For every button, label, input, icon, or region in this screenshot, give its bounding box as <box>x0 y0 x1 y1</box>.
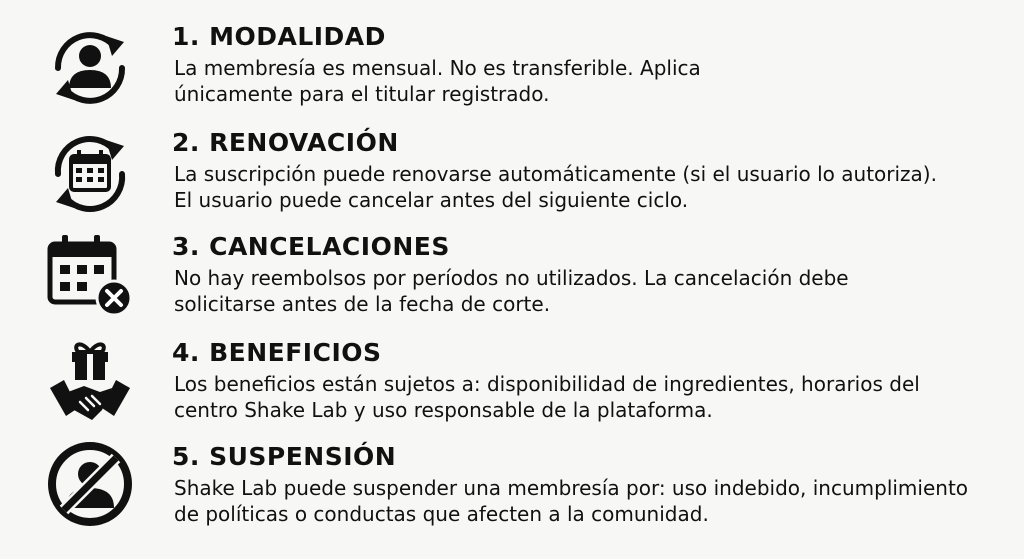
section-body <box>174 55 994 107</box>
section-body <box>174 161 994 213</box>
user-refresh-icon <box>44 22 136 114</box>
section-body <box>174 475 994 527</box>
calendar-cancel-icon <box>44 232 136 324</box>
section-text-line: Shake Lab puede suspender una membresía por: uso indebido, incumplimiento <box>174 476 969 500</box>
section-text-line: centro Shake Lab y uso responsable de la plataforma. <box>174 398 713 422</box>
user-prohibited-icon <box>44 438 136 530</box>
section-text-line: Los beneficios están sujetos a: disponibilidad de ingredientes, horarios del <box>174 372 920 396</box>
calendar-refresh-icon <box>44 128 136 220</box>
section-title: 2. RENOVACIÓN <box>172 128 399 157</box>
section-text-line: solicitarse antes de la fecha de corte. <box>174 292 551 316</box>
section-title: 4. BENEFICIOS <box>172 338 382 367</box>
section-title: 3. CANCELACIONES <box>172 232 450 261</box>
section-title: 5. SUSPENSIÓN <box>172 442 397 471</box>
section-text-line: No hay reembolsos por períodos no utilizados. La cancelación debe <box>174 266 849 290</box>
section-body <box>174 371 994 423</box>
section-text-line: La membresía es mensual. No es transferible. Aplica <box>174 56 701 80</box>
section-text-line: La suscripción puede renovarse automáticamente (si el usuario lo autoriza). <box>174 162 937 186</box>
section-text-line: únicamente para el titular registrado. <box>174 82 550 106</box>
gift-handshake-icon <box>44 336 136 428</box>
section-body <box>174 265 994 317</box>
section-title: 1. MODALIDAD <box>172 22 386 51</box>
section-text-line: de políticas o conductas que afecten a la comunidad. <box>174 502 709 526</box>
section-text-line: El usuario puede cancelar antes del siguiente ciclo. <box>174 188 689 212</box>
